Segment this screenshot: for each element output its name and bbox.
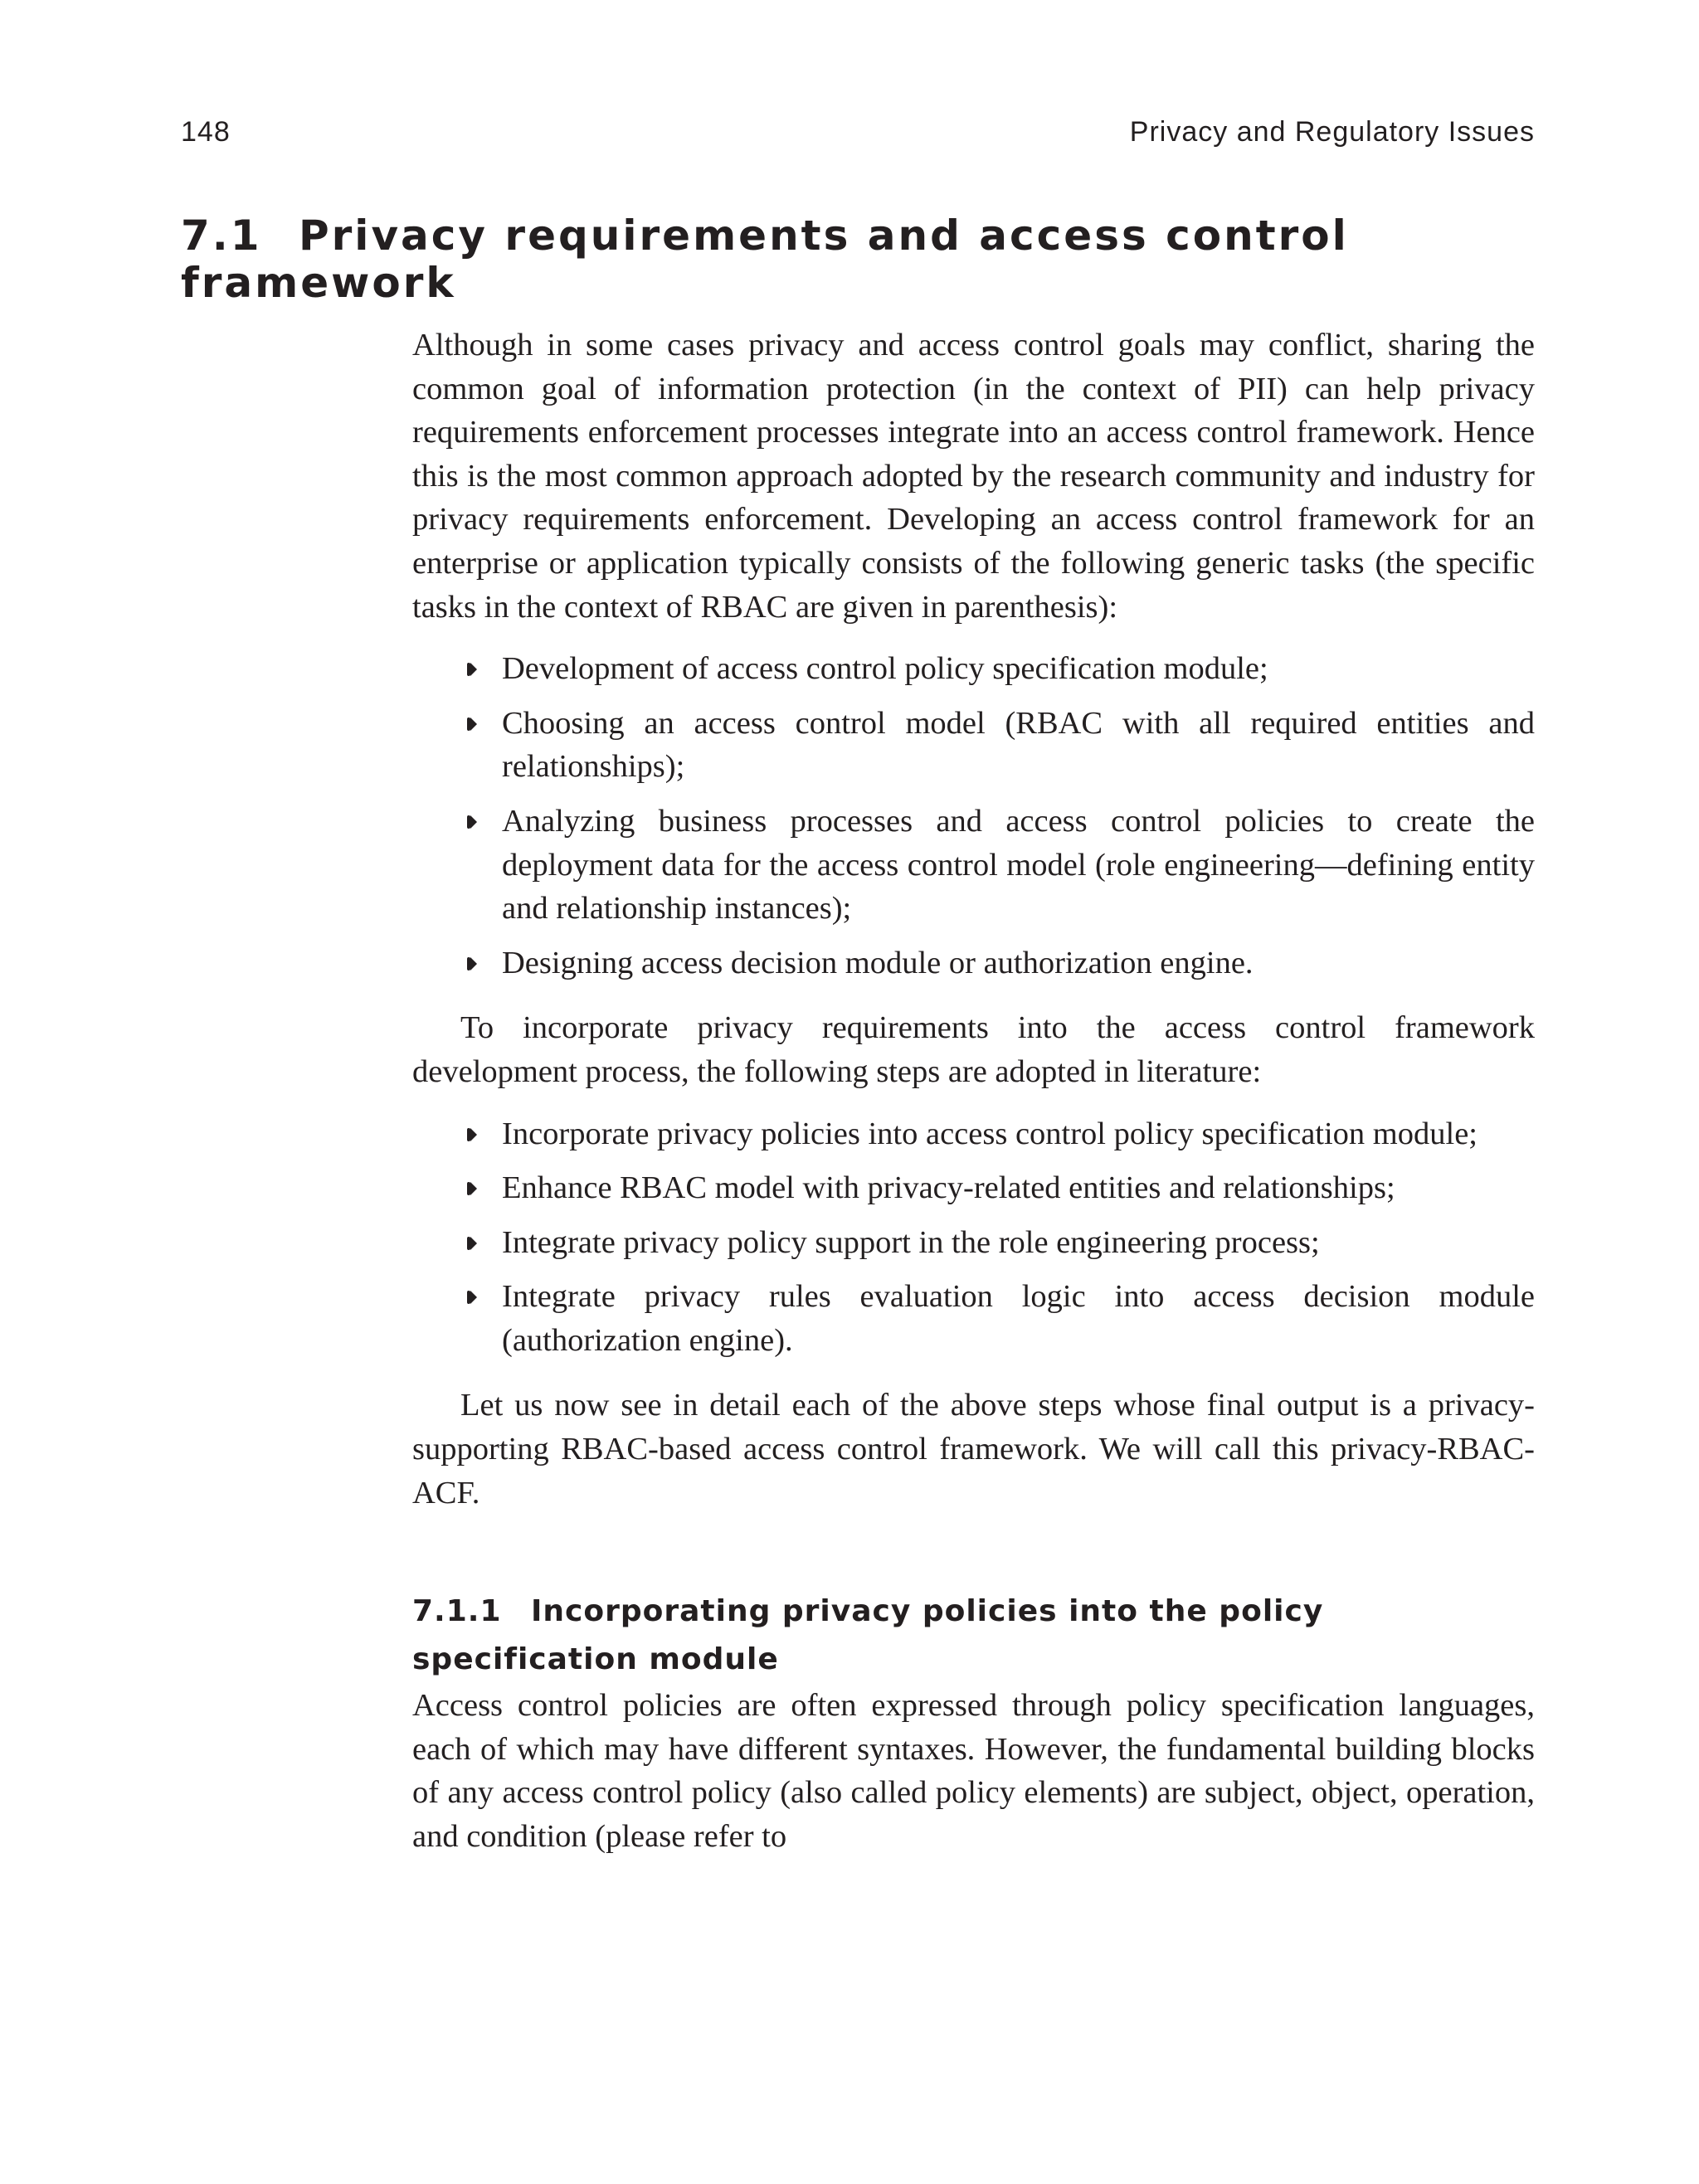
section-number: 7.1 (181, 212, 262, 260)
subsection-paragraph: Access control policies are often expressed through policy specification languages, each of which may have different syntaxes. However, the fundamental building blocks of any access control policy (also called policy elements) are subject, object, operation, and condition (please refer to (412, 1688, 1535, 1855)
list-item (502, 1112, 1535, 1156)
subsection-number: 7.1.1 (412, 1594, 502, 1629)
list-item-text: Enhance RBAC model with privacy-related entities and relationships; (502, 1170, 1395, 1206)
bullet-icon (470, 957, 477, 970)
tasks-list (412, 647, 1535, 985)
section-title-line1: Privacy requirements and access control (299, 212, 1349, 260)
bullet-icon (470, 815, 477, 829)
body-text (412, 323, 1535, 1859)
steps-intro-paragraph: To incorporate privacy requirements into the access control framework development process, the following steps are adopted in literature: (412, 1010, 1535, 1089)
bullet-icon (470, 717, 477, 731)
subsection-heading (412, 1515, 1535, 1684)
list-item-text: Incorporate privacy policies into access control policy specification module; (502, 1116, 1477, 1151)
subsection-title-line1: Incorporating privacy policies into the policy (531, 1594, 1324, 1629)
bullet-icon (470, 663, 477, 676)
list-item (502, 1166, 1535, 1210)
running-title: Privacy and Regulatory Issues (1129, 116, 1535, 148)
list-item (502, 647, 1535, 691)
subsection-title-line2: specification module (412, 1642, 779, 1677)
intro-paragraph: Although in some cases privacy and access control goals may conflict, sharing the common goal of information protection (in the context of PII) can help privacy requirements enforcement processes integrate into an access control framework. Hence this is the most common approach adopted by the research community and industry for privacy requirements enforcement. Developing an access control framework for an enterprise or application typically consists of the following generic tasks (the specific tasks in the context of RBAC are given in parenthesis): (412, 328, 1535, 625)
list-item-text: Choosing an access control model (RBAC with all required entities and relationships); (502, 705, 1535, 785)
page-number: 148 (181, 116, 231, 148)
list-item (502, 1275, 1535, 1362)
list-item-text: Development of access control policy specification module; (502, 651, 1268, 687)
list-item (502, 800, 1535, 931)
list-item-text: Integrate privacy policy support in the role engineering process; (502, 1224, 1320, 1260)
bullet-icon (470, 1291, 477, 1304)
steps-list (412, 1112, 1535, 1363)
list-item-text: Designing access decision module or authorization engine. (502, 945, 1254, 980)
list-item (502, 702, 1535, 789)
list-item-text: Analyzing business processes and access control policies to create the deployment data for the access control model (role engineering—defining entity and relationship instances); (502, 803, 1535, 927)
section-title-line2: framework (181, 259, 456, 307)
bullet-icon (470, 1182, 477, 1195)
bullet-icon (470, 1128, 477, 1141)
list-item-text: Integrate privacy rules evaluation logic into access decision module (authorization engine). (502, 1279, 1535, 1358)
section-heading (181, 212, 1425, 307)
list-item (502, 1221, 1535, 1265)
bullet-icon (470, 1237, 477, 1250)
summary-paragraph: Let us now see in detail each of the above steps whose final output is a privacy-supporting RBAC-based access control framework. We will call this privacy-RBAC-ACF. (412, 1388, 1535, 1510)
list-item (502, 941, 1535, 985)
